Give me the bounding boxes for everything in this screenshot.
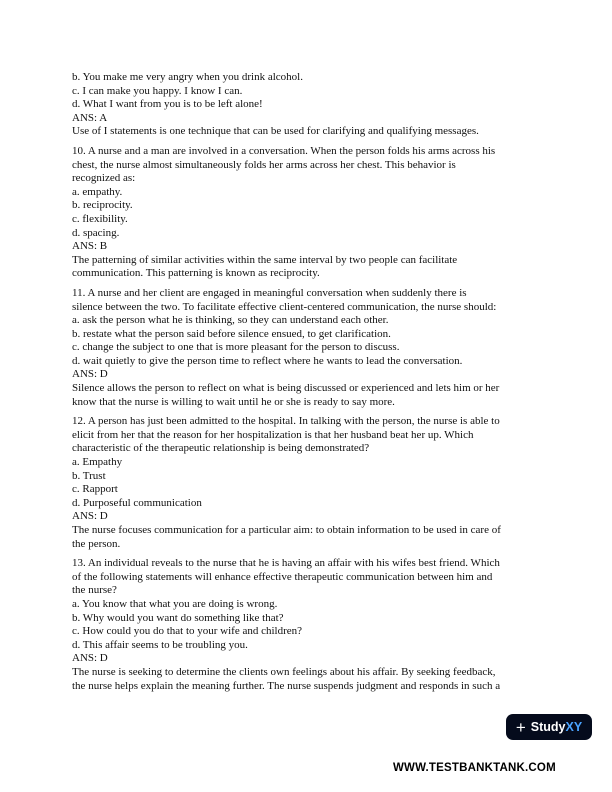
rationale-line: The nurse is seeking to determine the clients own feelings about his affair. By seeking feedback, [72, 665, 496, 678]
footer-website: WWW.TESTBANKTANK.COM [393, 762, 556, 774]
answer-line: ANS: B [72, 240, 108, 253]
option-line: c. change the subject to one that is more pleasant for the person to discuss. [72, 341, 400, 354]
question-line: chest, the nurse almost simultaneously folds her arms across her chest. This behavior is [72, 158, 456, 171]
answer-line: ANS: D [72, 368, 108, 381]
question-line: silence between the two. To facilitate effective client-centered communication, the nurse should: [72, 300, 497, 313]
option-line: c. How could you do that to your wife and children? [72, 625, 303, 638]
text-line: c. I can make you happy. I know I can. [72, 84, 243, 97]
option-line: a. You know that what you are doing is wrong. [72, 597, 278, 610]
question-line: of the following statements will enhance effective therapeutic communication between him and [72, 570, 493, 583]
answer-line: ANS: D [72, 652, 108, 665]
studyxy-badge[interactable] [506, 714, 592, 740]
rationale-line: The nurse focuses communication for a particular aim: to obtain information to be used in care of [72, 524, 501, 536]
plus-icon: + [515, 717, 526, 737]
rationale-line: know that the nurse is willing to wait until he or she is ready to say more. [72, 395, 395, 408]
option-line: d. spacing. [72, 226, 120, 239]
option-line: c. Rapport [72, 483, 118, 496]
rationale-line: The patterning of similar activities within the same interval by two people can facilitate [72, 253, 458, 266]
option-line: b. Why would you want do something like that? [72, 611, 284, 624]
option-line: d. Purposeful communication [72, 496, 202, 509]
option-line: c. flexibility. [72, 212, 128, 225]
text-line: d. What I want from you is to be left alone! [72, 98, 263, 111]
question-line: 10. A nurse and a man are involved in a conversation. When the person folds his arms across his [72, 144, 496, 157]
option-line: d. wait quietly to give the person time to reflect where he wants to lead the conversation. [72, 354, 463, 367]
question-block [72, 287, 546, 409]
question-line: 13. An individual reveals to the nurse that he is having an affair with his wifes best friend. Which [72, 557, 500, 570]
text-line: b. You make me very angry when you drink alcohol. [72, 71, 303, 83]
option-line: b. reciprocity. [72, 199, 133, 212]
option-line: a. Empathy [72, 456, 123, 469]
question-line: 12. A person has just been admitted to the hospital. In talking with the person, the nurse is able to [72, 415, 500, 428]
option-line: b. Trust [72, 469, 106, 482]
rationale-line: the nurse helps explain the meaning further. The nurse suspends judgment and responds in such a [72, 679, 501, 692]
question-line: characteristic of the therapeutic relationship is being demonstrated? [72, 442, 370, 455]
option-line: a. ask the person what he is thinking, so they can understand each other. [72, 314, 389, 327]
question-line: recognized as: [72, 172, 136, 185]
question-block [72, 415, 546, 551]
badge-text-xy: XY [565, 720, 583, 734]
question-block [72, 557, 546, 693]
question-block [72, 145, 546, 281]
rationale-line: communication. This patterning is known as reciprocity. [72, 267, 320, 280]
badge-text-study: Study [530, 720, 566, 734]
question-block [72, 71, 546, 139]
option-line: a. empathy. [72, 185, 123, 198]
rationale-line: Use of I statements is one technique that can be used for clarifying and qualifying messages. [72, 125, 479, 138]
question-line: 11. A nurse and her client are engaged in meaningful conversation when suddenly there is [72, 286, 467, 299]
question-line: elicit from her that the reason for her hospitalization is that her husband beat her up. Which [72, 428, 474, 441]
rationale-line: Silence allows the person to reflect on what is being discussed or experienced and lets him or her [72, 382, 500, 395]
rationale-line: the person. [72, 537, 121, 550]
option-line: b. restate what the person said before silence ensued, to get clarification. [72, 327, 391, 340]
document-body [72, 71, 546, 693]
answer-line: ANS: A [72, 111, 108, 124]
option-line: d. This affair seems to be troubling you. [72, 638, 248, 651]
question-line: the nurse? [72, 584, 117, 597]
answer-line: ANS: D [72, 510, 108, 523]
